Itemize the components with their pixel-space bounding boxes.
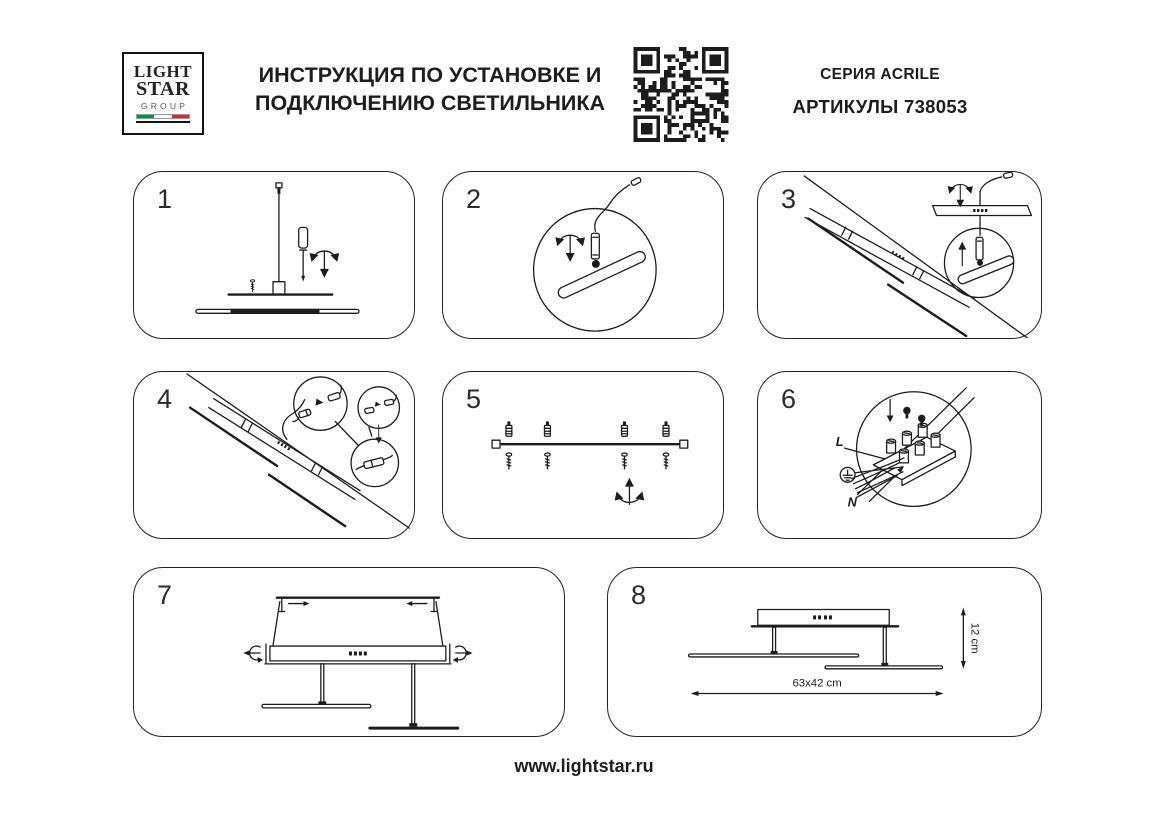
step-number: 7: [157, 580, 173, 610]
step-6-panel: [757, 371, 1042, 539]
step-7-illustration: [134, 568, 564, 736]
title-line2: ПОДКЛЮЧЕНИЮ СВЕТИЛЬНИКА: [254, 91, 606, 115]
articles-label: АРТИКУЛЫ 738053: [792, 96, 968, 117]
logo-underline: [136, 121, 190, 124]
step-4-panel: [133, 371, 415, 539]
website-url: www.lightstar.ru: [514, 756, 654, 776]
step-5-panel: [442, 371, 724, 539]
lightstar-logo: [122, 52, 204, 135]
step-number: 3: [781, 184, 797, 214]
height-dimension-label: 12 cm: [968, 622, 981, 654]
series-label: СЕРИЯ ACRILE: [820, 66, 940, 83]
step-number: 2: [466, 184, 482, 214]
logo-line3: GROUP: [140, 100, 189, 111]
step-2-panel: [442, 171, 724, 339]
step-1-illustration: [134, 172, 414, 338]
step-number: 6: [781, 384, 797, 414]
page-title: [215, 61, 645, 117]
step-number: 1: [157, 184, 173, 214]
step-8-illustration: [608, 568, 1041, 736]
step-number: 5: [466, 384, 482, 414]
step-1-panel: [133, 171, 415, 339]
neutral-label: N: [847, 494, 857, 510]
step-3-panel: [757, 171, 1042, 339]
product-info: [758, 66, 1002, 118]
step-number: 8: [631, 580, 647, 610]
step-5-illustration: [443, 372, 723, 538]
step-6-illustration: [758, 372, 1041, 538]
line-label: L: [835, 434, 844, 450]
logo-line2: STAR: [136, 77, 190, 100]
qr-code: [633, 47, 729, 142]
step-8-panel: [607, 567, 1042, 737]
width-dimension-label: 63x42 cm: [792, 677, 842, 690]
earth-icon: [840, 467, 855, 482]
step-3-illustration: [758, 172, 1041, 338]
step-4-illustration: [134, 372, 414, 538]
title-line1: ИНСТРУКЦИЯ ПО УСТАНОВКЕ И: [258, 63, 602, 87]
step-7-panel: [133, 567, 565, 737]
step-number: 4: [157, 384, 173, 414]
logo-line1: LIGHT: [133, 61, 193, 81]
italian-flag-stripe: [136, 114, 190, 119]
step-2-illustration: [443, 172, 723, 338]
